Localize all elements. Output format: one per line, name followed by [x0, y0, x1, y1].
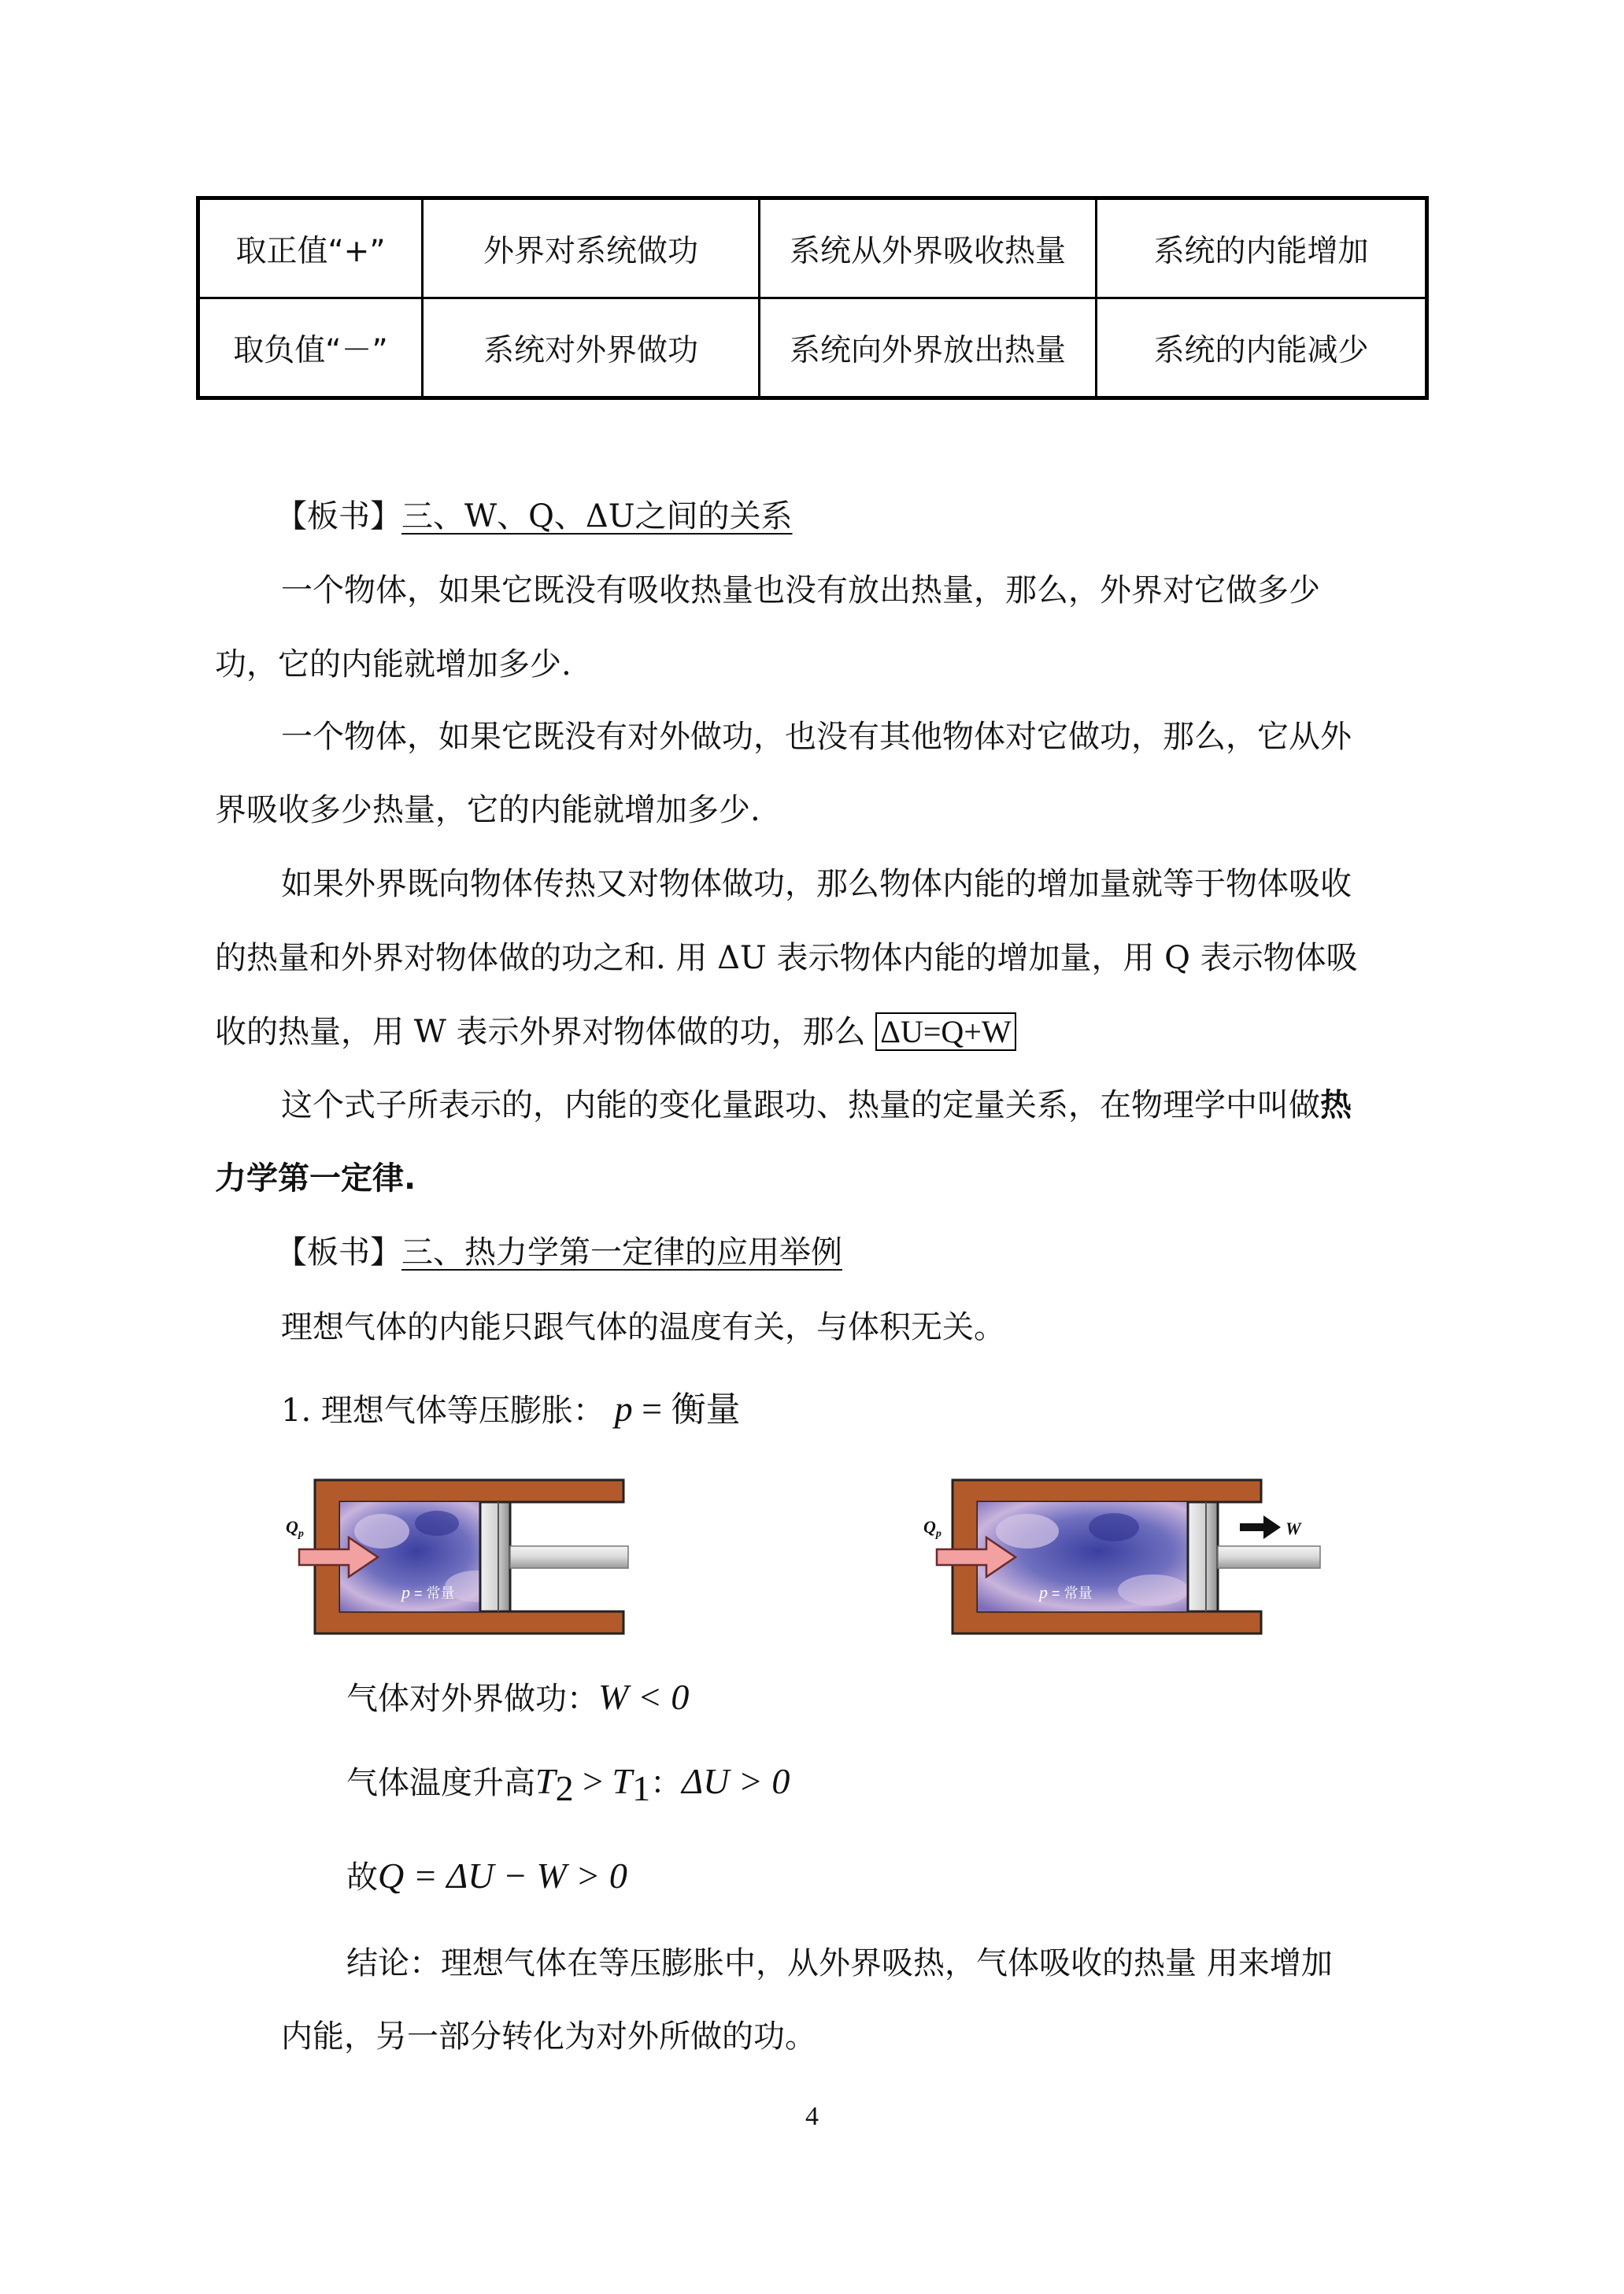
paragraph-text: 收的热量，用 W 表示外界对物体做的功，那么: [215, 1014, 866, 1050]
first-law-formula: ΔU=Q+W: [875, 1012, 1015, 1051]
result-heat: [346, 1854, 627, 1900]
paragraph-text: 这个式子所表示的，内能的变化量跟功、热量的定量关系，在物理学中叫做: [281, 1087, 1320, 1123]
work-arrow-icon: [1240, 1515, 1281, 1539]
list-text: 理想气体等压膨胀：: [320, 1393, 605, 1429]
equals-sign: =: [632, 1389, 671, 1429]
piston: [1188, 1502, 1218, 1611]
table-cell-energy: 系统的内能减少: [1097, 298, 1427, 398]
paragraph-line: [215, 1013, 1016, 1051]
paragraph-line: 理想气体的内能只跟气体的温度有关，与体积无关。: [281, 1309, 1005, 1345]
table-cell-heat: 系统向外界放出热量: [760, 298, 1097, 398]
gt-sign: >: [573, 1761, 612, 1801]
board-tag: 【板书】: [276, 1234, 401, 1271]
conclusion-line: 结论：理想气体在等压膨胀中，从外界吸热，气体吸收的热量 用来增加: [346, 1945, 1333, 1981]
separator: ：: [650, 1765, 683, 1801]
paragraph-line: 一个物体，如果它既没有对外做功，也没有其他物体对它做功，那么，它从外: [281, 719, 1352, 755]
table-cell-heat: 系统从外界吸收热量: [760, 198, 1097, 298]
table-cell-label: 取负值“－”: [198, 298, 423, 398]
heat-label: $Q_p$: [286, 1517, 304, 1540]
table-row: [198, 198, 1427, 298]
list-item-isobaric: [281, 1390, 741, 1430]
conclusion-line: 内能，另一部分转化为对外所做的功。: [281, 2018, 816, 2055]
table-row: [198, 298, 1427, 398]
constant-word: 衡量: [671, 1390, 741, 1429]
t1-symbol: T: [612, 1761, 633, 1801]
paragraph-line: [281, 1086, 1352, 1124]
paragraph-line: 界吸收多少热量，它的内能就增加多少.: [215, 792, 760, 828]
list-number: 1.: [281, 1393, 312, 1429]
result-text: 故: [346, 1859, 378, 1896]
result-text: 气体温度升高: [346, 1765, 535, 1801]
law-name: 力学第一定律.: [215, 1160, 416, 1197]
section-heading-applications: [276, 1234, 842, 1271]
table-cell-label: 取正值“+”: [198, 198, 423, 298]
paragraph-line: 功，它的内能就增加多少.: [215, 646, 572, 683]
law-name-part: 热: [1320, 1087, 1352, 1123]
heat-label: $Q_p$: [923, 1517, 941, 1540]
result-math: Q = ΔU − W > 0: [378, 1856, 627, 1896]
result-work: [346, 1675, 689, 1721]
piston-diagram-before: [279, 1476, 649, 1641]
section-heading-relation: [276, 498, 793, 535]
result-text: 气体对外界做功：: [346, 1681, 598, 1717]
table-cell-work: 外界对系统做功: [423, 198, 760, 298]
board-tag: 【板书】: [276, 498, 401, 535]
pressure-label: p = 常量: [1039, 1582, 1093, 1602]
table-cell-work: 系统对外界做功: [423, 298, 760, 398]
piston-diagram-after: [917, 1476, 1326, 1641]
piston-rod: [510, 1546, 628, 1568]
t1-subscript: 1: [632, 1768, 651, 1808]
paragraph-line: 一个物体，如果它既没有吸收热量也没有放出热量，那么，外界对它做多少: [281, 572, 1320, 609]
page-number: 4: [805, 2102, 819, 2131]
paragraph-line: 如果外界既向物体传热又对物体做功，那么物体内能的增加量就等于物体吸收: [281, 866, 1352, 902]
piston-rod: [1218, 1546, 1320, 1568]
t2-symbol: T: [535, 1761, 556, 1801]
t2-subscript: 2: [555, 1768, 574, 1808]
table-cell-energy: 系统的内能增加: [1097, 198, 1427, 298]
pressure-label: p = 常量: [401, 1582, 455, 1602]
paragraph-line: 的热量和外界对物体做的功之和. 用 ΔU 表示物体内能的增加量，用 Q 表示物体吸: [215, 940, 1358, 976]
result-math: ΔU > 0: [682, 1761, 790, 1801]
work-label: W: [1286, 1519, 1301, 1538]
pressure-symbol: p: [614, 1389, 633, 1429]
sign-convention-table: [196, 196, 1429, 400]
piston: [480, 1502, 510, 1611]
result-math: W < 0: [598, 1677, 690, 1717]
section-title: 三、W、Q、ΔU之间的关系: [401, 498, 793, 535]
section-title: 三、热力学第一定律的应用举例: [401, 1234, 842, 1271]
result-temperature: [346, 1759, 790, 1811]
